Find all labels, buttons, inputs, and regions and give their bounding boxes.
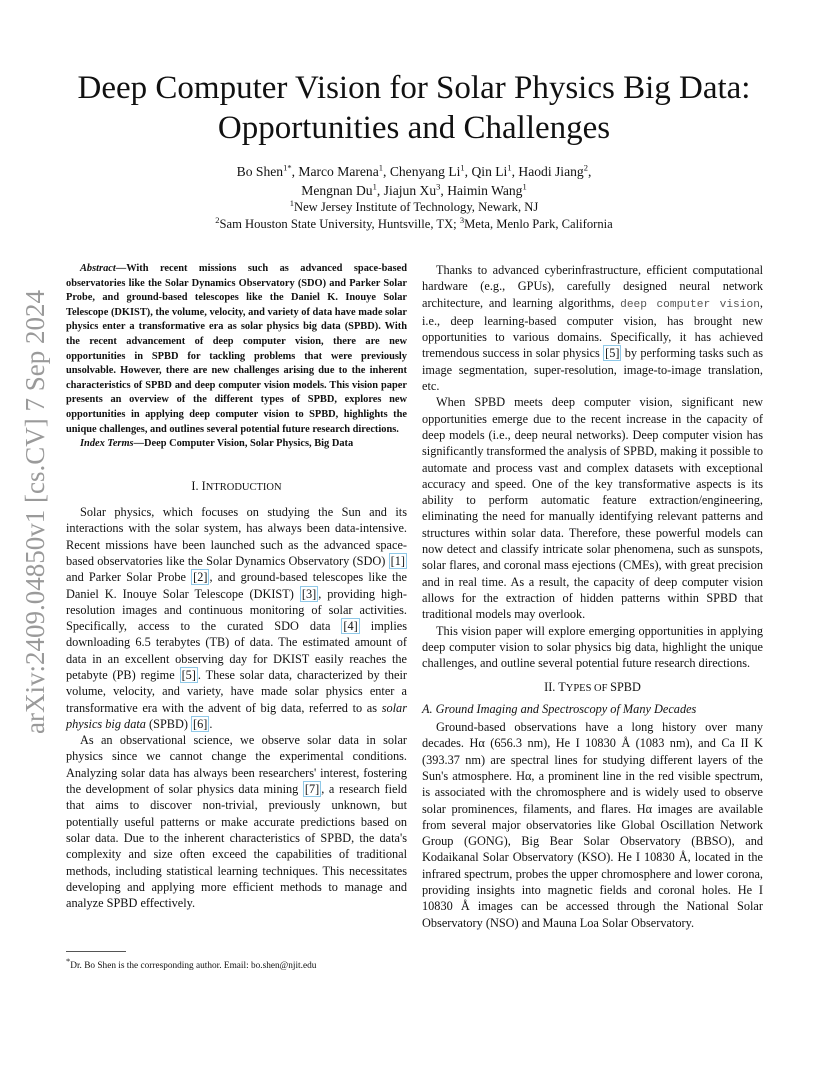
paragraph-intro-5: This vision paper will explore emerging opportunities in applying deep computer vision to solar physics big data, highlight the unique challenges, and outline several potential future research directions. <box>422 623 763 671</box>
author-line-2 <box>40 181 788 200</box>
author-name: , Jiajun Xu <box>376 183 437 198</box>
author-name: Mengnan Du <box>301 183 373 198</box>
author-sup: 1 <box>378 162 384 173</box>
text: and Parker Solar Probe <box>66 570 192 585</box>
citation-link[interactable]: [5] <box>181 667 196 682</box>
index-terms-label: Index Terms <box>80 438 134 450</box>
monospace-term: deep computer vision <box>620 298 760 311</box>
aff-sup: 2 <box>215 214 220 225</box>
author-name: , Qin Li <box>464 164 508 179</box>
section-rest: NTRODUCTION <box>205 481 282 493</box>
author-name: , Haimin Wang <box>440 183 523 198</box>
paragraph-intro-2 <box>66 732 407 911</box>
abstract-label: Abstract <box>80 263 116 274</box>
footnote-mark: * <box>66 955 71 966</box>
author-list <box>40 162 788 200</box>
footnote <box>66 955 407 972</box>
aff-sup: 1 <box>289 197 294 208</box>
text: Thanks to advanced cyberinfrastructure, efficient computational hardware (e.g., GPUs), carefully designed neural network architecture, and learning algorithms, <box>422 263 763 310</box>
aff-text: Meta, Menlo Park, California <box>464 217 613 231</box>
subsection-heading-a: A. Ground Imaging and Spectroscopy of Many Decades <box>422 701 697 716</box>
section-heading-types <box>422 679 763 697</box>
section-tail: SPBD <box>610 680 641 695</box>
section-rest: YPES OF <box>565 683 611 695</box>
text: implies downloading 6.5 terabytes (TB) of data. The estimated amount of data in an excellent observing day for DKIST easily reaches the petabyte (PB) regime <box>66 619 407 682</box>
paragraph-intro-1 <box>66 504 407 732</box>
right-column <box>422 262 763 931</box>
paragraph-intro-4: When SPBD meets deep computer vision, significant new opportunities emerge due to the recent increase in the capacity of deep models (i.e., deep neural networks). Deep computer vision has significantly transformed the analysis of SPBD, making it possible to automate and process vast and complex datasets with exceptional accuracy and speed. One of the key transformative aspects is its ability to perform automatic feature extraction/engineering, eliminating the need for manually identifying relevant patterns and structures within solar data. Therefore, these powerful models can now detect and classify intricate solar phenomena, such as sunspots, solar flares, and coronal mass ejections (CMEs), with great precision and in real time. As a result, the capacity of deep computer vision allows for the extraction of hidden patterns within SPBD that traditional models may overlook. <box>422 395 763 622</box>
left-column <box>66 262 407 911</box>
text: (SPBD) <box>145 716 192 731</box>
paragraph-ground: Ground-based observations have a long history over many decades. Hα (656.3 nm), He I 10830 Å (1083 nm), and Ca II K (393.37 nm) are spectral lines for studying different layers of the Sun's atmosphere. Hα, a prominent line in the red visible spectrum, is associated with the chromosphere and is widely used to observe solar prominences, filaments, and flares. Hα images are available from several major observatories like Global Oscillation Network Group (GONG), Big Bear Solar Observatory (BBSO), and Kodaikanal Solar Observatory (KSO). He I 10830 Å, located in the infrared spectrum, probes the upper chromosphere and lower corona, providing insights into magnetic fields and coronal holes. He I 10830 Å images can be accessed through the National Solar Observatory (NSO) and Mauna Loa Solar Observatory. <box>422 720 763 930</box>
author-sup: 1 <box>522 181 527 192</box>
footnote-rule <box>66 951 126 952</box>
section-number: I. <box>191 478 202 493</box>
text: As an observational science, we observe solar data in solar physics since we cannot change the experimental conditions. Analyzing solar data has always been researchers' interest, fostering the development of solar physics data mining <box>66 733 407 797</box>
author-name: , Marco Marena <box>291 164 379 179</box>
text: , a research field that aims to discover non-trivial, previously unknown, but potentially useful patterns or make accurate predictions based on solar data. Due to the inherent characteristics of SPBD, the data's complexity and size often exceed the capabilities of traditional methods, including statistical learning techniques. This necessitates developing and applying more efficient methods to manage and analyze SPBD effectively. <box>66 782 408 911</box>
index-terms <box>66 437 407 452</box>
text: , i.e., deep learning-based computer vision, has brought new opportunities to various domains. Specifically, it has achieved tremendous success in solar physics <box>422 295 763 361</box>
aff-text: New Jersey Institute of Technology, Newark, NJ <box>293 200 539 214</box>
text: Solar physics, which focuses on studying the Sun and its interactions with the solar system, has always been data-intensive. Recent missions have been launched such as the advanced space-based observatories like the Solar Dynamics Observatory (SDO) <box>66 505 407 568</box>
section-heading-introduction <box>66 478 407 496</box>
citation-link[interactable]: [7] <box>304 782 320 797</box>
footnote-text: Dr. Bo Shen is the corresponding author. Email: bo.shen@njit.edu <box>70 961 317 971</box>
author-line-1 <box>40 162 788 181</box>
affiliations <box>40 199 788 233</box>
author-sup: 1 <box>507 162 512 173</box>
author-sep: , <box>587 164 592 179</box>
section-number: II. <box>544 680 559 695</box>
text: . These solar data, characterized by their volume, velocity, and variety, have made solar physics enter a transformative era with the advent of big data, referred to as <box>66 667 407 715</box>
abstract <box>66 262 407 437</box>
text: by performing tasks such as image segmentation, super-resolution, image-to-image translation, etc. <box>422 346 763 394</box>
affiliation-2 <box>40 216 788 233</box>
author-name: , Haodi Jiang <box>511 164 584 179</box>
arxiv-stamp <box>8 268 52 738</box>
author-sup: 3 <box>436 181 441 192</box>
text: , providing high-resolution images and continuous monitoring of solar activities. Specifically, access to the curated SDO data <box>66 586 407 634</box>
citation-link[interactable]: [2] <box>193 570 208 585</box>
author-sup: 1* <box>283 162 292 173</box>
author-sup: 1 <box>372 181 377 192</box>
author-name: , Chenyang Li <box>383 164 461 179</box>
title-line-2: Opportunities and Challenges <box>217 110 611 146</box>
abstract-text: —With recent missions such as advanced space-based observatories like the Solar Dynamics Observatory (SDO) and Parker Solar Probe, and ground-based telescopes like the Daniel K. Inouye Solar Telescope (DKIST), the volume, velocity, and variety of data have made solar physics enter a transformative era as solar physics big data (SPBD). With the recent advancement of deep computer vision, there are new opportunities in SPBD for tackling problems that were previously unsolvable. However, there are new challenges arising due to the inherent characteristics of SPBD and deep computer vision models. This vision paper presents an overview of the different types of SPBD, explores new opportunities in applying deep computer vision to SPBD, highlights the unique challenges, and outlines several potential future research directions. <box>66 263 407 435</box>
paper-title <box>40 68 788 148</box>
section-first-letter: I <box>201 478 206 493</box>
author-name: Bo Shen <box>236 164 284 179</box>
citation-link[interactable]: [1] <box>390 553 405 568</box>
section-first-letter: T <box>558 680 566 695</box>
title-line-1: Deep Computer Vision for Solar Physics Big Data: <box>77 70 751 106</box>
paragraph-intro-3 <box>422 262 763 394</box>
affiliation-1 <box>40 199 788 216</box>
text: , and ground-based telescopes like the Daniel K. Inouye Solar Telescope (DKIST) <box>66 570 407 601</box>
author-sup: 2 <box>583 162 588 173</box>
index-terms-text: —Deep Computer Vision, Solar Physics, Big Data <box>133 438 354 450</box>
text: . <box>209 716 213 731</box>
citation-link[interactable]: [5] <box>605 346 620 361</box>
aff-sup: 3 <box>459 214 465 225</box>
citation-link[interactable]: [4] <box>343 619 358 634</box>
arxiv-id: arXiv:2409.04850v1 [cs.CV] 7 Sep 2024 <box>20 290 50 734</box>
citation-link[interactable]: [6] <box>193 716 208 731</box>
aff-text: Sam Houston State University, Huntsville, TX; <box>219 217 460 231</box>
citation-link[interactable]: [3] <box>301 586 317 601</box>
author-sup: 1 <box>460 162 465 173</box>
emphasis: solar physics big data <box>66 700 407 731</box>
